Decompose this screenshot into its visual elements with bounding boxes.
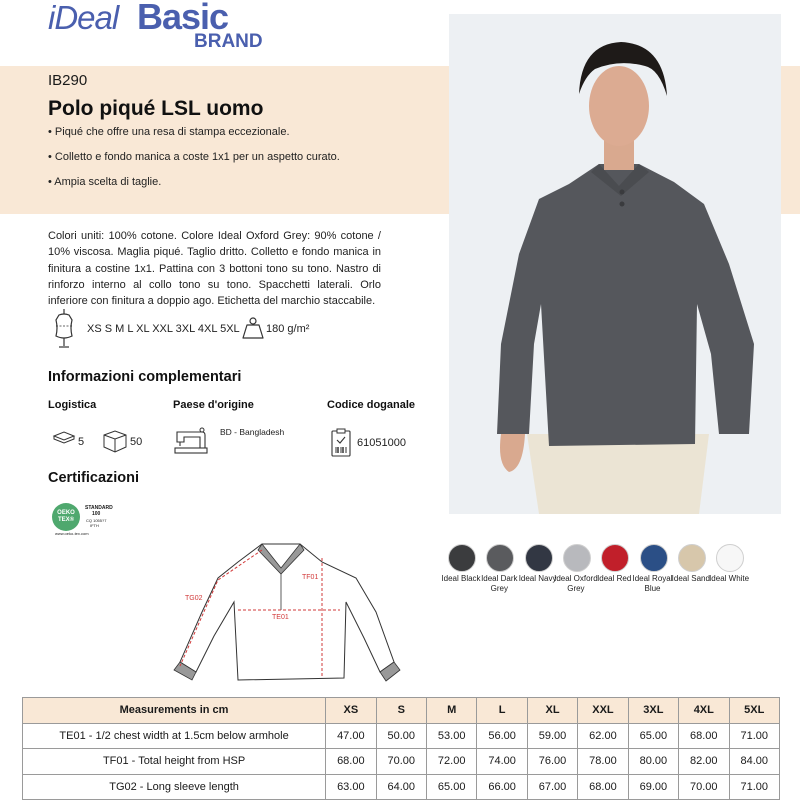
color-swatch-label: Ideal White: [709, 574, 750, 583]
carton-box-icon: [102, 428, 128, 454]
color-swatch[interactable]: [678, 544, 706, 572]
table-cell: 50.00: [376, 723, 426, 749]
brand-logo-basic: Basic: [137, 0, 229, 37]
brand-logo-ideal: iDeal: [48, 0, 119, 36]
diagram-label-tg02: TG02: [185, 595, 203, 602]
table-cell: L: [477, 698, 527, 724]
cert-lab: IFTH: [90, 523, 99, 528]
table-cell: 56.00: [477, 723, 527, 749]
table-cell: 64.00: [376, 774, 426, 800]
table-cell: 80.00: [628, 749, 678, 775]
measurements-table: [22, 697, 780, 800]
table-cell: 68.00: [578, 774, 628, 800]
color-swatch[interactable]: [525, 544, 553, 572]
oeko-tex-badge: [52, 503, 80, 531]
table-cell: 78.00: [578, 749, 628, 775]
table-cell: 62.00: [578, 723, 628, 749]
product-code: IB290: [48, 72, 88, 89]
color-swatch-label: Ideal Dark Grey: [481, 574, 518, 593]
table-cell: 65.00: [426, 774, 476, 800]
feature-bullet: • Ampia scelta di taglie.: [48, 176, 162, 188]
table-row-label: TF01 - Total height from HSP: [23, 749, 326, 775]
table-cell: 68.00: [679, 723, 729, 749]
table-cell: 65.00: [628, 723, 678, 749]
fabric-weight: 180 g/m²: [266, 323, 310, 335]
origin-label: Paese d'origine: [173, 399, 254, 411]
table-cell: 70.00: [376, 749, 426, 775]
badge-text-line1: OEKO: [57, 510, 75, 516]
cert-heading: Certificazioni: [48, 470, 140, 486]
product-photo: [449, 14, 781, 514]
table-row: [23, 749, 780, 775]
table-cell: 76.00: [527, 749, 577, 775]
feature-bullet: • Piqué che offre una resa di stampa eccezionale.: [48, 126, 290, 138]
color-swatch[interactable]: [448, 544, 476, 572]
table-cell: XXL: [578, 698, 628, 724]
cert-url: www.oeko-tex.com: [55, 531, 89, 536]
cert-code: CQ 1055?7: [86, 518, 107, 523]
color-swatch-label: Ideal Royal Blue: [632, 574, 673, 593]
table-cell: 53.00: [426, 723, 476, 749]
model-photo-image: [449, 14, 781, 514]
table-cell: 69.00: [628, 774, 678, 800]
table-cell: 59.00: [527, 723, 577, 749]
info-heading: Informazioni complementari: [48, 369, 242, 385]
color-swatch-label: Ideal Sand: [671, 574, 710, 583]
brand-logo-sub: BRAND: [194, 31, 263, 52]
table-cell: XS: [326, 698, 376, 724]
product-description: Colori uniti: 100% cotone. Colore Ideal Oxford Grey: 90% cotone / 10% viscosa. Maglia piqué. Taglio dritto. Colletto e fondo manica in finitura a costine 1x1. Pattina con 3 bottoni tono su tono. Nastro di rinforzo interno al collo tono su tono. Spacchetti laterali. Orlo inferiore con finitura a doppio ago. Etichetta del marchio staccabile.: [48, 230, 381, 308]
table-cell: 5XL: [729, 698, 780, 724]
table-cell: 4XL: [679, 698, 729, 724]
table-cell: 74.00: [477, 749, 527, 775]
table-cell: 82.00: [679, 749, 729, 775]
mannequin-icon: [50, 308, 78, 350]
table-row: [23, 723, 780, 749]
logistics-label: Logistica: [48, 399, 97, 411]
color-swatch[interactable]: [716, 544, 744, 572]
table-cell: 84.00: [729, 749, 780, 775]
table-cell: 66.00: [477, 774, 527, 800]
table-row-label: TG02 - Long sleeve length: [23, 774, 326, 800]
table-cell: 63.00: [326, 774, 376, 800]
origin-value: BD - Bangladesh: [220, 427, 285, 437]
diagram-label-tf01: TF01: [302, 574, 319, 581]
table-cell: 3XL: [628, 698, 678, 724]
color-swatch-label: Ideal Black: [441, 574, 481, 583]
color-swatch-label: Ideal Navy: [518, 574, 557, 583]
table-cell: M: [426, 698, 476, 724]
color-swatch[interactable]: [601, 544, 629, 572]
table-cell: 68.00: [326, 749, 376, 775]
table-cell: S: [376, 698, 426, 724]
inner-pack-icon: [52, 430, 76, 444]
color-swatch[interactable]: [563, 544, 591, 572]
color-swatch[interactable]: [640, 544, 668, 572]
sewing-machine-icon: [174, 426, 208, 456]
cert-standard: STANDARD: [85, 505, 113, 511]
table-cell: 70.00: [679, 774, 729, 800]
customs-value: 61051000: [357, 437, 406, 449]
cert-standard-number: 100: [92, 511, 101, 517]
badge-text-line2: TEX®: [57, 517, 75, 523]
customs-code-icon: [330, 428, 352, 458]
color-swatch-label: Ideal Red: [597, 574, 632, 583]
feature-bullet: • Colletto e fondo manica a coste 1x1 per un aspetto curato.: [48, 151, 340, 163]
table-cell: 71.00: [729, 723, 780, 749]
table-cell: 72.00: [426, 749, 476, 775]
table-header-row: [23, 698, 780, 724]
table-cell: 67.00: [527, 774, 577, 800]
color-swatch-label: Ideal Oxford Grey: [554, 574, 598, 593]
table-cell: 47.00: [326, 723, 376, 749]
weight-icon: [242, 316, 264, 340]
table-row-label: Measurements in cm: [23, 698, 326, 724]
table-cell: XL: [527, 698, 577, 724]
diagram-label-te01: TE01: [272, 614, 289, 621]
table-row: [23, 774, 780, 800]
product-title: Polo piqué LSL uomo: [48, 97, 264, 120]
table-row-label: TE01 - 1/2 chest width at 1.5cm below armhole: [23, 723, 326, 749]
size-range: XS S M L XL XXL 3XL 4XL 5XL: [87, 323, 240, 335]
color-swatch[interactable]: [486, 544, 514, 572]
customs-label: Codice doganale: [327, 399, 416, 411]
carton-qty: 50: [130, 436, 143, 448]
inner-pack-qty: 5: [78, 436, 85, 448]
table-cell: 71.00: [729, 774, 780, 800]
